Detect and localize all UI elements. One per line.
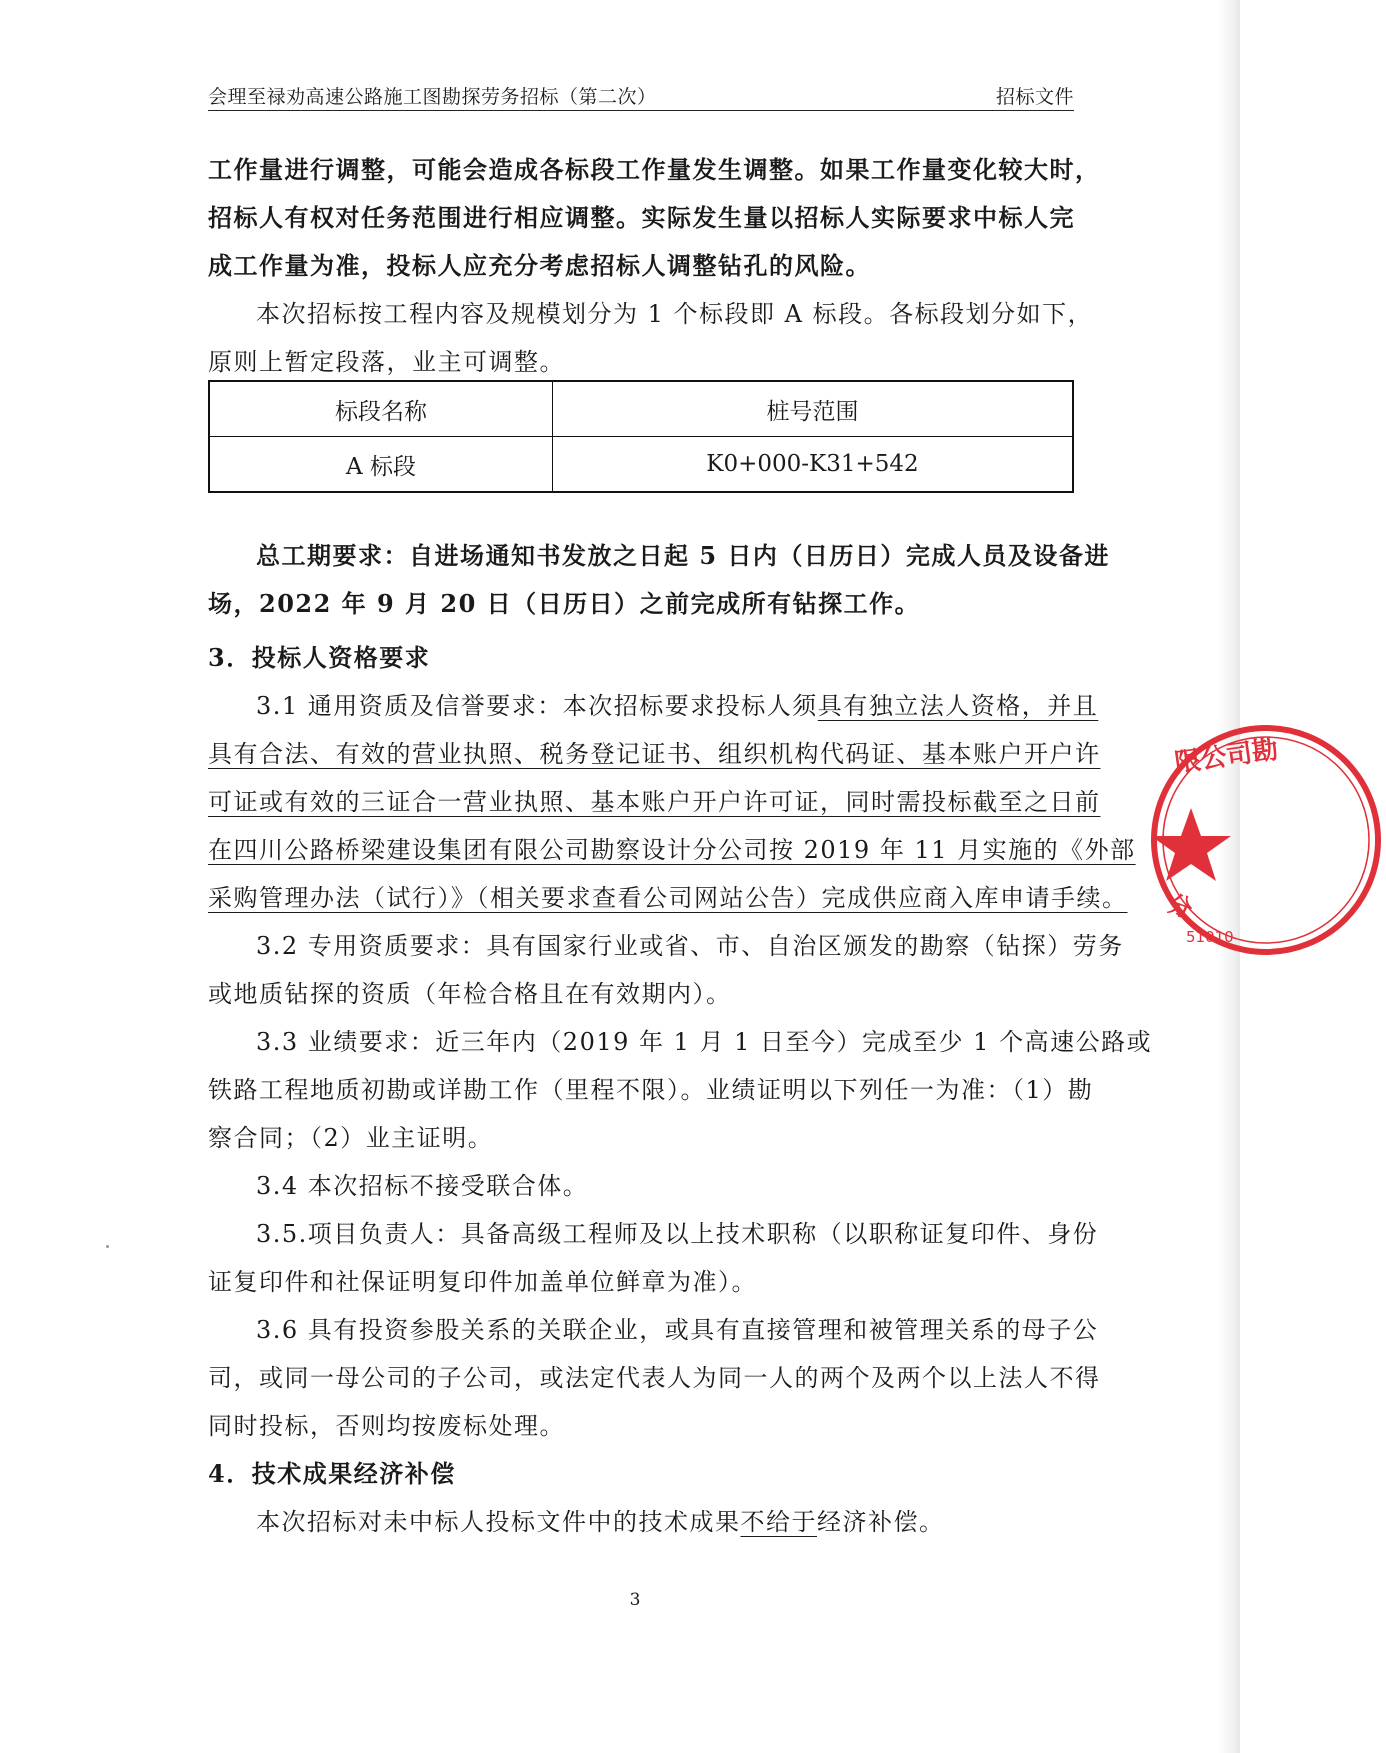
header-doc-type: 招标文件 <box>995 86 1074 108</box>
paragraph-line: 铁路工程地质初勘或详勘工作（里程不限）。业绩证明以下列任一为准：（1）勘 <box>208 1076 1094 1104</box>
seal-code-text: 51010 <box>1186 928 1234 946</box>
underlined-text: 具有独立法人资格，并且 <box>817 692 1099 720</box>
text-span: 3.1 通用资质及信誉要求：本次招标要求投标人须 <box>256 692 818 720</box>
section-4 <box>208 1450 1074 1546</box>
paragraph-line: 招标人有权对任务范围进行相应调整。实际发生量以招标人实际要求中标人完 <box>208 203 1075 232</box>
table-header-cell: 桩号范围 <box>553 381 1074 437</box>
schedule-paragraph <box>208 532 1110 628</box>
text-span: 经济补偿。 <box>817 1508 945 1536</box>
underlined-line: 具有合法、有效的营业执照、税务登记证书、组织机构代码证、基本账户开户许 <box>208 740 1101 768</box>
paragraph-line: 或地质钻探的资质（年检合格且在有效期内）。 <box>208 980 732 1008</box>
paragraph-line: 3.6 具有投资参股关系的关联企业，或具有直接管理和被管理关系的母子公 <box>256 1316 1099 1344</box>
paragraph-line: 3.3 业绩要求：近三年内（2019 年 1 月 1 日至今）完成至少 1 个高速公路或 <box>256 1028 1153 1056</box>
company-seal-stamp <box>1146 720 1386 960</box>
section-3 <box>208 634 1153 1450</box>
seal-arc-text: 限公司勘 <box>1172 734 1280 779</box>
paragraph-line <box>208 1498 1074 1546</box>
paragraph-line: 场，2022 年 9 月 20 日（日历日）之前完成所有钻探工作。 <box>208 589 921 618</box>
paragraph-line: 原则上暂定段落，业主可调整。 <box>208 348 565 376</box>
section-heading: 4．技术成果经济补偿 <box>208 1459 456 1488</box>
table-row <box>209 437 1073 493</box>
underlined-line: 在四川公路桥梁建设集团有限公司勘察设计分公司按 2019 年 11 月实施的《外部 <box>208 836 1136 864</box>
paragraph-line: 3.4 本次招标不接受联合体。 <box>256 1172 589 1200</box>
page-number: 3 <box>629 1590 641 1610</box>
underlined-text: 不给于 <box>740 1508 817 1536</box>
table-cell: K0+000-K31+542 <box>553 437 1074 493</box>
paragraph-line: 本次招标按工程内容及规模划分为 1 个标段即 A 标段。各标段划分如下， <box>256 300 1094 328</box>
paragraph-line: 察合同；（2）业主证明。 <box>208 1124 494 1152</box>
seal-side-text: 分 <box>1163 889 1197 924</box>
paragraph-line: 3.2 专用资质要求：具有国家行业或省、市、自治区颁发的勘察（钻探）劳务 <box>256 932 1124 960</box>
paragraph-line: 证复印件和社保证明复印件加盖单位鲜章为准）。 <box>208 1268 757 1296</box>
scan-speck <box>106 1245 109 1248</box>
paragraph-line: 3.5.项目负责人：具备高级工程师及以上技术职称（以职称证复印件、身份 <box>256 1220 1099 1248</box>
paragraph-line: 司，或同一母公司的子公司，或法定代表人为同一人的两个及两个以上法人不得 <box>208 1364 1101 1392</box>
table-header-cell: 标段名称 <box>209 381 553 437</box>
paragraph-line <box>208 682 1099 730</box>
table-header-row <box>209 381 1073 437</box>
underlined-line: 可证或有效的三证合一营业执照、基本账户开户许可证，同时需投标截至之日前 <box>208 788 1101 816</box>
paragraph-line: 总工期要求：自进场通知书发放之日起 5 日内（日历日）完成人员及设备进 <box>256 541 1110 570</box>
paragraph-line: 工作量进行调整，可能会造成各标段工作量发生调整。如果工作量变化较大时， <box>208 155 1101 184</box>
segments-table <box>208 380 1074 493</box>
text-span: 本次招标对未中标人投标文件中的技术成果 <box>256 1508 741 1536</box>
intro-paragraphs <box>208 146 1101 386</box>
table-cell: A 标段 <box>209 437 553 493</box>
paragraph-line: 成工作量为准，投标人应充分考虑招标人调整钻孔的风险。 <box>208 251 871 280</box>
running-header <box>208 82 1074 108</box>
section-heading: 3．投标人资格要求 <box>208 643 431 672</box>
header-title: 会理至禄劝高速公路施工图勘探劳务招标（第二次） <box>208 86 657 108</box>
paragraph-line: 同时投标，否则均按废标处理。 <box>208 1412 565 1440</box>
seal-star-icon <box>1151 808 1231 881</box>
header-rule <box>208 110 1074 111</box>
underlined-line: 采购管理办法（试行）》（相关要求查看公司网站公告）完成供应商入库申请手续。 <box>208 884 1128 912</box>
